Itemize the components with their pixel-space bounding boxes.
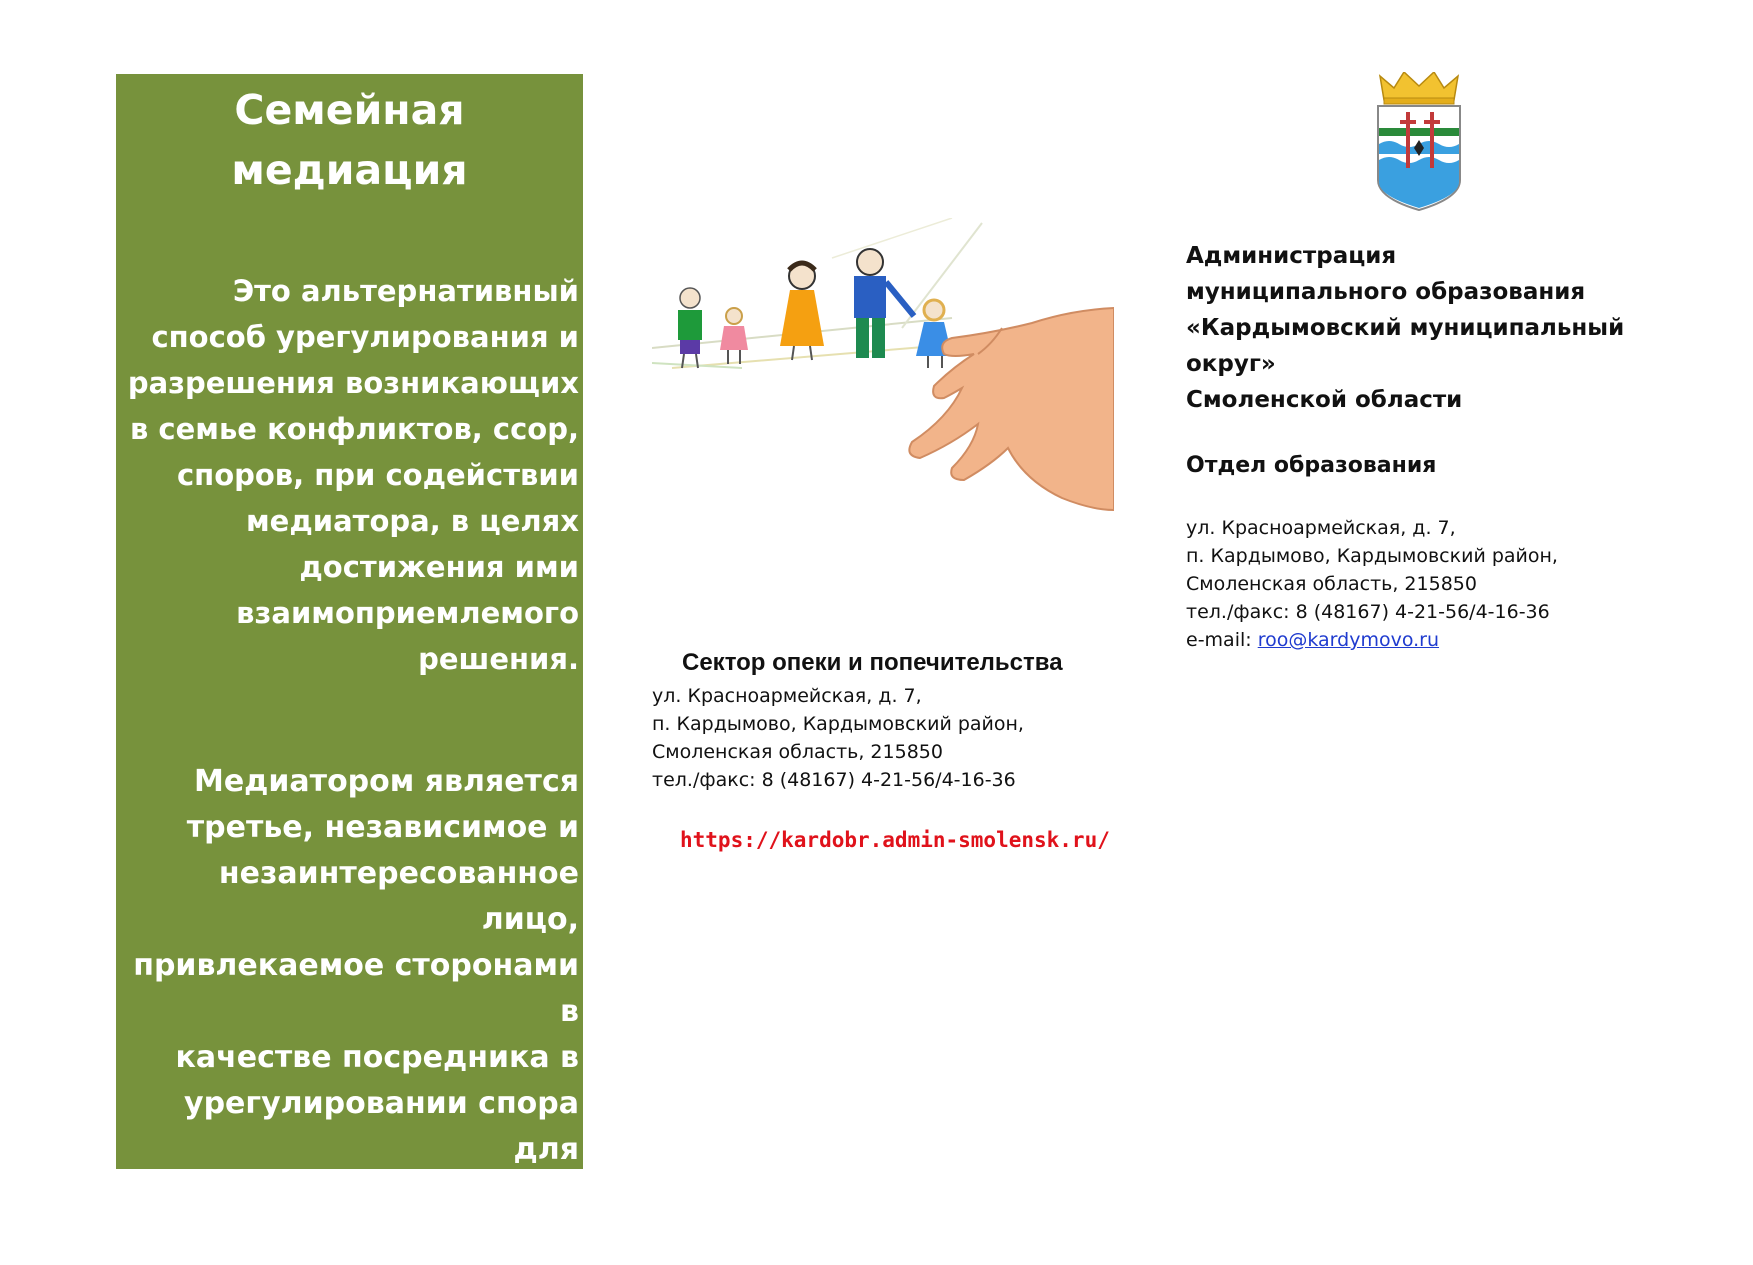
administration-block [1186,238,1686,418]
child-figure-blue [916,300,952,368]
definition-line: разрешения возникающих [127,366,579,400]
admin-heading-line: «Кардымовский муниципальный [1186,315,1625,341]
mediator-line: третье, независимое и [186,810,579,845]
email-label: e-mail: [1186,629,1258,651]
child-figure-green [678,288,702,368]
dept-address-line: п. Кардымово, Кардымовский район, [1186,545,1558,567]
mediator-line: содействия в выработке [153,1178,579,1213]
title-line-2: медиация [231,146,468,194]
sector-phone: тел./факс: 8 (48167) 4-21-56/4-16-36 [652,769,1016,791]
admin-heading-line: Смоленской области [1186,387,1463,413]
department-contacts [1186,514,1686,654]
mediator-line: привлекаемое сторонами в [133,948,579,1029]
mediator-line: качестве посредника в [175,1040,579,1075]
dept-address-line: ул. Красноармейская, д. 7, [1186,517,1456,539]
father-figure-blue [854,249,914,358]
definition-line: способ урегулирования и [151,320,579,354]
mediator-line: незаинтересованное лицо, [218,856,579,937]
website-link[interactable]: https://kardobr.admin-smolensk.ru/ [680,828,1110,852]
admin-heading-line: округ» [1186,351,1276,377]
definition-line: споров, при содействии [176,458,579,492]
definition-line: медиатора, в целях [245,504,579,538]
department-title: Отдел образования [1186,453,1437,478]
admin-heading-line: муниципального образования [1186,279,1586,305]
mediator-line: Медиатором является [193,764,579,799]
child-figure-pink [720,308,748,364]
definition-line: решения. [418,642,579,676]
title-line-1: Семейная [234,86,465,134]
sector-title: Сектор опеки и попечительства [682,649,1063,676]
dept-phone: тел./факс: 8 (48167) 4-21-56/4-16-36 [1186,601,1550,623]
sector-address-line: Смоленская область, 215850 [652,741,943,763]
mediation-definition [119,268,579,682]
mother-figure-orange [780,263,824,360]
definition-line: Это альтернативный [232,274,579,308]
page-title [116,80,583,200]
mediator-definition [119,759,579,1265]
definition-line: взаимоприемлемого [236,596,579,630]
family-drawing-hand-illustration [652,218,1114,530]
mediator-line: урегулировании спора для [184,1086,579,1167]
coat-of-arms-icon [1374,72,1464,216]
definition-line: в семье конфликтов, ссор, [129,412,579,446]
sector-address-line: п. Кардымово, Кардымовский район, [652,713,1024,735]
sector-address-line: ул. Красноармейская, д. 7, [652,685,922,707]
green-info-panel [116,74,583,1259]
email-link[interactable]: roo@kardymovo.ru [1257,629,1440,651]
dept-email-row [1186,626,1686,654]
guardianship-sector-block [652,648,1112,794]
crown-icon [1380,72,1458,104]
dept-address-line: Смоленская область, 215850 [1186,573,1477,595]
definition-line: достижения ими [299,550,579,584]
admin-heading-line: Администрация [1186,243,1397,269]
mediator-line: решения. [412,1224,579,1259]
